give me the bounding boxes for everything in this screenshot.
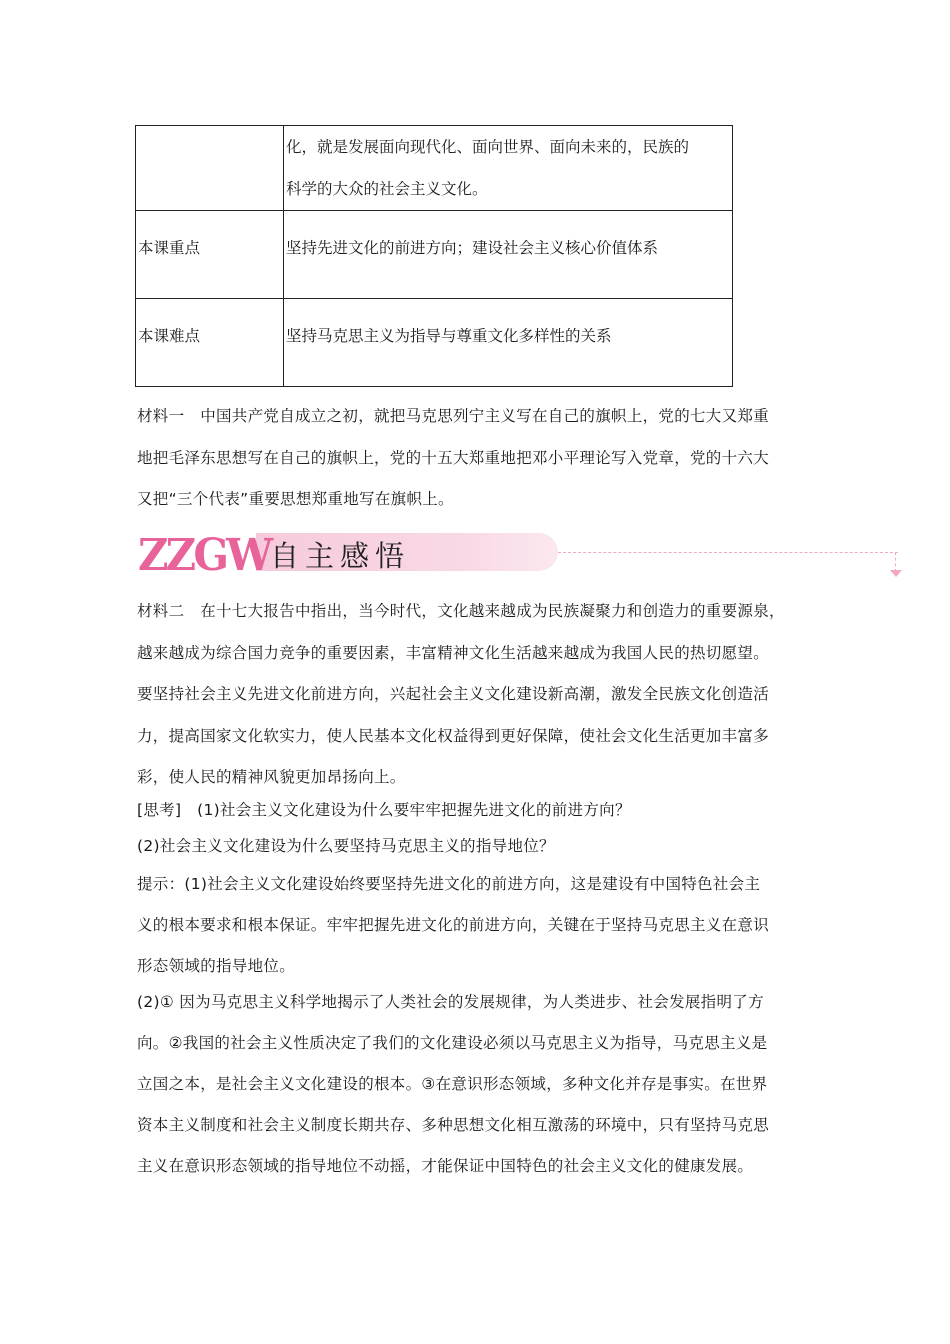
- think-question-2: (2)社会主义文化建设为什么要坚持马克思主义的指导地位？: [137, 837, 555, 855]
- banner-dashed-drop: [895, 552, 896, 572]
- paragraph-line: 材料二 在十七大报告中指出，当今时代，文化越来越成为民族凝聚力和创造力的重要源泉，: [137, 602, 785, 620]
- table-label-cell: [136, 211, 284, 299]
- paragraph-line: 资本主义制度和社会主义制度长期共存、多种思想文化相互激荡的环境中，只有坚持马克思: [137, 1116, 770, 1134]
- banner-dashed-line: [558, 552, 898, 553]
- paragraph-line: 又把“三个代表”重要思想郑重地写在旗帜上。: [137, 490, 454, 508]
- paragraph-line: 形态领域的指导地位。: [137, 957, 296, 975]
- table-row: [136, 211, 733, 299]
- difficulty-content: 坚持马克思主义为指导与尊重文化多样性的关系: [286, 327, 612, 345]
- table-content-cell: [284, 211, 733, 299]
- lesson-table: [135, 125, 733, 387]
- paragraph-line: 彩，使人民的精神风貌更加昂扬向上。: [137, 768, 406, 786]
- difficulty-label: 本课难点: [138, 327, 201, 345]
- table-content-cell: [284, 126, 733, 211]
- paragraph-line: 地把毛泽东思想写在自己的旗帜上，党的十五大郑重地把邓小平理论写入党章，党的十六大: [137, 448, 770, 467]
- table-row: [136, 299, 733, 387]
- paragraph-line: 主义在意识形态领域的指导地位不动摇，才能保证中国特色的社会主义文化的健康发展。: [137, 1157, 754, 1175]
- paragraph-line: 义的根本要求和根本保证。牢牢把握先进文化的前进方向，关键在于坚持马克思主义在意识: [137, 916, 770, 934]
- paragraph-line: 越来越成为综合国力竞争的重要因素，丰富精神文化生活越来越成为我国人民的热切愿望。: [137, 643, 770, 662]
- key-point-label: 本课重点: [138, 239, 201, 257]
- hint-paragraph-2: [137, 982, 812, 1187]
- hint-paragraph-1: [137, 864, 812, 987]
- table-label-cell: [136, 126, 284, 211]
- table-text-line: 化，就是发展面向现代化、面向世界、面向未来的，民族的: [286, 138, 690, 156]
- table-label-cell: [136, 299, 284, 387]
- paragraph-line: 立国之本，是社会主义文化建设的根本。③在意识形态领域，多种文化并存是事实。在世界: [137, 1075, 768, 1093]
- table-row: [136, 126, 733, 211]
- paragraph-line: 提示：(1)社会主义文化建设始终要坚持先进文化的前进方向，这是建设有中国特色社会主: [137, 875, 761, 893]
- paragraph-line: 向。②我国的社会主义性质决定了我们的文化建设必须以马克思主义为指导，马克思主义是: [137, 1034, 768, 1052]
- banner-title: 自主感悟: [270, 539, 411, 573]
- material-one-paragraph: [137, 396, 812, 521]
- paragraph-line: 力，提高国家文化软实力，使人民基本文化权益得到更好保障，使社会文化生活更加丰富多: [137, 726, 770, 745]
- think-question-1: [思考] (1)社会主义文化建设为什么要牢牢把握先进文化的前进方向？: [137, 801, 631, 819]
- think-questions: [137, 792, 812, 864]
- table-content-cell: [284, 299, 733, 387]
- paragraph-line: 要坚持社会主义先进文化前进方向，兴起社会主义文化建设新高潮，激发全民族文化创造活: [137, 685, 770, 703]
- banner-logo: ZZGW: [138, 530, 271, 581]
- table-text-line: 科学的大众的社会主义文化。: [286, 180, 488, 198]
- key-point-content: 坚持先进文化的前进方向；建设社会主义核心价值体系: [286, 239, 659, 257]
- paragraph-line: 材料一 中国共产党自成立之初，就把马克思列宁主义写在自己的旗帜上，党的七大又郑重: [137, 407, 770, 425]
- material-two-paragraph: [137, 591, 812, 799]
- section-banner: [138, 528, 768, 581]
- arrow-down-icon: [890, 570, 902, 577]
- paragraph-line: (2)① 因为马克思主义科学地揭示了人类社会的发展规律，为人类进步、社会发展指明了方: [137, 993, 764, 1011]
